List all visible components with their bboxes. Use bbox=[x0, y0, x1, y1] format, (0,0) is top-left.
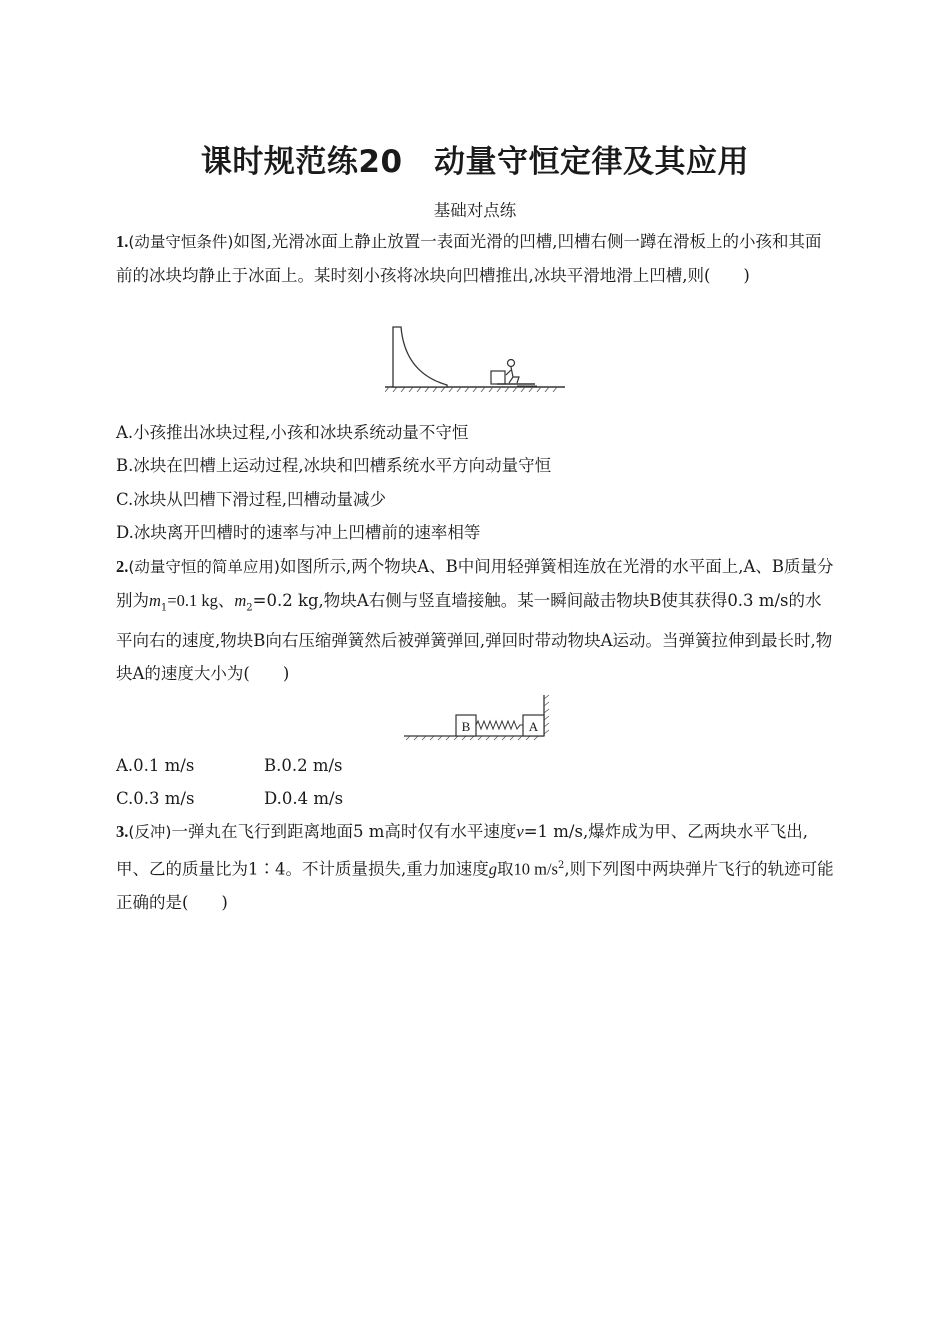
subscript-1: 1 bbox=[160, 602, 168, 614]
block-b-label: B bbox=[461, 719, 471, 734]
symbol-m2: m bbox=[234, 591, 247, 610]
question-1-stem: 1.(动量守恒条件)如图,光滑冰面上静止放置一表面光滑的凹槽,凹槽右侧一蹲在滑板上的小孩和其面前的冰块均静止于冰面上。某时刻小孩将冰块向凹槽推出,冰块平滑地滑上凹槽,则( ) bbox=[116, 232, 822, 285]
question-number: 2 bbox=[116, 557, 125, 576]
q1-option-a: A.小孩推出冰块过程,小孩和冰块系统动量不守恒 bbox=[116, 423, 469, 442]
figure-spring-blocks bbox=[402, 693, 552, 743]
question-text-c: ,则下列图中两块弹片飞行的轨迹可能正确的是( ) bbox=[116, 859, 834, 912]
block-a-label: A bbox=[528, 719, 539, 734]
figure-ice-groove bbox=[385, 325, 575, 395]
symbol-g: g bbox=[488, 859, 497, 879]
question-text-a: 如图所示,两个物块A、B中间用轻弹簧相连放在光滑的水平面上,A、B质量分别为 bbox=[116, 557, 834, 610]
superscript-2: 2 bbox=[557, 860, 565, 871]
question-text-b: =1 m/s,爆炸成为甲、乙两块水平飞出,甲、乙的质量比为1∶4。不计质量损失,重力加速度 bbox=[116, 822, 808, 879]
question-tag: (动量守恒的简单应用) bbox=[128, 558, 280, 576]
q1-option-c: C.冰块从凹槽下滑过程,凹槽动量减少 bbox=[116, 490, 387, 509]
question-3-stem: 3.(反冲)一弹丸在飞行到距离地面5 m高时仅有水平速度v=1 m/s,爆炸成为甲、乙两块水平飞出,甲、乙的质量比为1∶4。不计质量损失,重力加速度g取10 $m/s^2$,则下列图中两块弹片飞行的轨迹可能正确的是( ) bbox=[116, 822, 834, 912]
m1-value: =0.1 kg、 bbox=[167, 591, 235, 610]
question-text: 如图,光滑冰面上静止放置一表面光滑的凹槽,凹槽右侧一蹲在滑板上的小孩和其面前的冰块均静止于冰面上。某时刻小孩将冰块向凹槽推出,冰块平滑地滑上凹槽,则( ) bbox=[116, 232, 822, 285]
q2-option-b: B.0.2 m/s bbox=[264, 756, 343, 775]
q2-option-d: D.0.4 m/s bbox=[264, 789, 344, 808]
question-tag: (动量守恒条件) bbox=[128, 233, 234, 251]
section-heading: 基础对点练 bbox=[433, 201, 517, 220]
question-text-b: =0.2 kg,物块A右侧与竖直墙接触。某一瞬间敲击物块B使其获得0.3 m/s的水平向右的速度,物块B向右压缩弹簧然后被弹簧弹回,弹回时带动物块A运动。当弹簧拉伸到最长时,物块A的速度大小为( ) bbox=[116, 591, 833, 684]
page-title: 课时规范练20 动量守恒定律及其应用 bbox=[200, 144, 750, 180]
symbol-m1: m bbox=[149, 591, 161, 610]
q1-option-d: D.冰块离开凹槽时的速率与冲上凹槽前的速率相等 bbox=[116, 523, 481, 542]
question-2-stem: 2.(动量守恒的简单应用)如图所示,两个物块A、B中间用轻弹簧相连放在光滑的水平面上,A、B质量分别为$m_1=0.1$ kg、$m_2=0.2$ kg,物块A右侧与竖直墙接触。某一瞬间敲击物块B使其获得0.3 m/s的水平向右的速度,物块B向右压缩弹簧然后被弹簧弹回,弹回时带动物块A运动。当弹簧拉伸到最长时,物块A的速度大小为( ) bbox=[116, 557, 834, 684]
q2-option-a: A.0.1 m/s bbox=[116, 756, 195, 775]
question-tag: (反冲) bbox=[128, 823, 172, 841]
g-value: 取10 m/s bbox=[497, 859, 558, 879]
q1-option-b: B.冰块在凹槽上运动过程,冰块和凹槽系统水平方向动量守恒 bbox=[116, 456, 552, 475]
question-number: 1 bbox=[116, 232, 125, 251]
symbol-v: v bbox=[516, 822, 524, 841]
subscript-2: 2 bbox=[246, 602, 253, 614]
question-number: 3 bbox=[116, 822, 125, 841]
question-text-a: 一弹丸在飞行到距离地面5 m高时仅有水平速度 bbox=[171, 822, 517, 841]
q2-option-c: C.0.3 m/s bbox=[116, 789, 195, 808]
